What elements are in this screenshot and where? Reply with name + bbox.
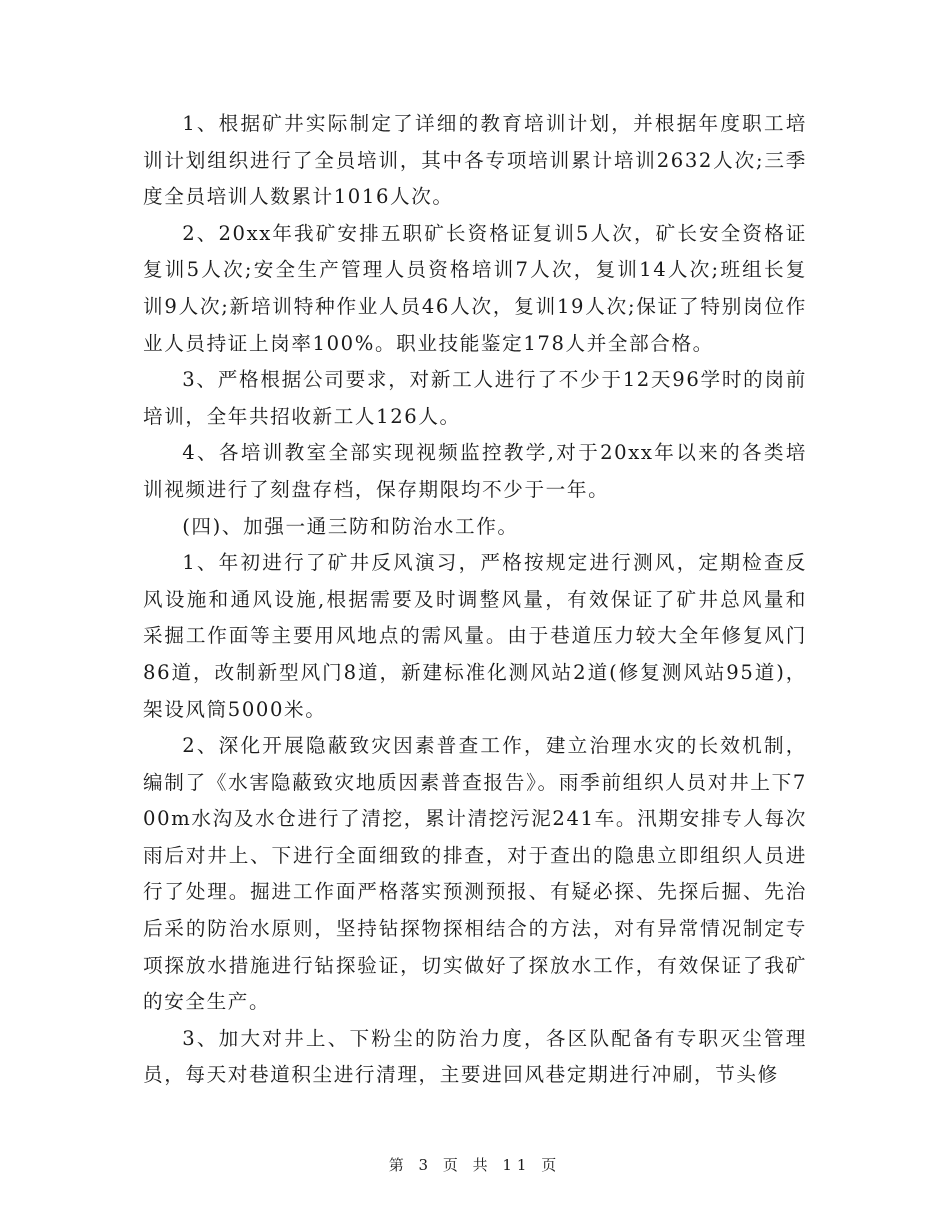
paragraph-new-worker-training: 3、严格根据公司要求，对新工人进行了不少于12天96学时的岗前培训，全年共招收新工人126人。 bbox=[143, 368, 807, 428]
paragraph-video-monitoring: 4、各培训教室全部实现视频监控教学,对于20xx年以来的各类培训视频进行了刻盘存档，保存期限均不少于一年。 bbox=[143, 441, 807, 501]
paragraph-ventilation: 1、年初进行了矿井反风演习，严格按规定进行测风，定期检查反风设施和通风设施,根据需要及时调整风量，有效保证了矿井总风量和采掘工作面等主要用风地点的需风量。由于巷道压力较大全年修复风门86道，改制新型风门8道，新建标准化测风站2道(修复测风站95道)，架设风筒5000米。 bbox=[143, 551, 807, 721]
paragraph-dust-control: 3、加大对井上、下粉尘的防治力度，各区队配备有专职灭尘管理员，每天对巷道积尘进行清理，主要进回风巷定期进行冲刷，节头修 bbox=[143, 1026, 807, 1087]
section-heading-ventilation-water: (四)、加强一通三防和防治水工作。 bbox=[182, 514, 519, 538]
paragraph-training-plan: 1、根据矿井实际制定了详细的教育培训计划，并根据年度职工培训计划组织进行了全员培训，其中各专项培训累计培训2632人次;三季度全员培训人数累计1016人次。 bbox=[143, 112, 807, 209]
paragraph-water-hazard: 2、深化开展隐蔽致灾因素普查工作，建立治理水灾的长效机制，编制了《水害隐蔽致灾地质因素普查报告》。雨季前组织人员对井上下700m水沟及水仓进行了清挖，累计清挖污泥241车。汛期安排专人每次雨后对井上、下进行全面细致的排查，对于查出的隐患立即组织人员进行了处理。掘进工作面严格落实预测预报、有疑必探、先探后掘、先治后采的防治水原则，坚持钻探物探相结合的方法，对有异常情况制定专项探放水措施进行钻探验证，切实做好了探放水工作，有效保证了我矿的安全生产。 bbox=[143, 734, 807, 1014]
paragraph-certification-training: 2、20xx年我矿安排五职矿长资格证复训5人次，矿长安全资格证复训5人次;安全生产管理人员资格培训7人次，复训14人次;班组长复训9人次;新培训特种作业人员46人次，复训19人次;保证了特别岗位作业人员持证上岗率100%。职业技能鉴定178人并全部合格。 bbox=[143, 221, 807, 355]
page-number-footer: 第 3 页 共 11 页 bbox=[388, 1156, 562, 1174]
document-body bbox=[143, 106, 807, 1094]
